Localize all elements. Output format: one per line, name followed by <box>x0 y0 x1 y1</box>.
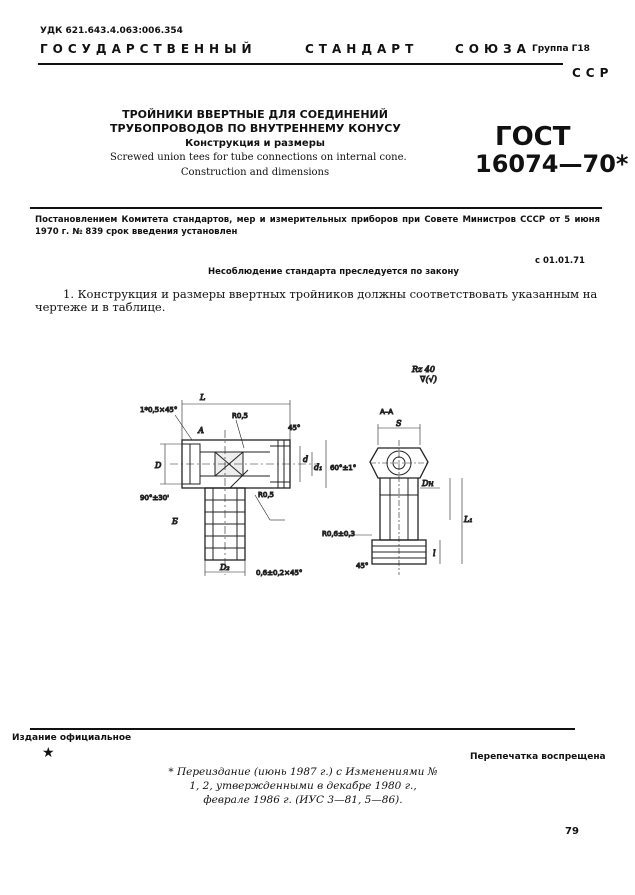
title-ru-line2: ТРУБОПРОВОДОВ ПО ВНУТРЕННЕМУ КОНУСУ <box>110 122 401 135</box>
reprint-notice: Перепечатка воспрещена <box>470 752 606 762</box>
edition-label: Издание официальное <box>12 733 132 743</box>
dim-d: d <box>303 455 309 464</box>
decree-date: с 01.01.71 <box>535 256 585 266</box>
radius-note-3: R0,6±0,3 <box>322 530 355 538</box>
title-ru-line1: ТРОЙНИКИ ВВЕРТНЫЕ ДЛЯ СОЕДИНЕНИЙ <box>122 108 388 121</box>
title-en-line2: Construction and dimensions <box>180 167 330 178</box>
section-label: А–А <box>380 408 394 416</box>
footer-rule <box>30 728 575 730</box>
radius-note-1: R0,5 <box>232 412 248 420</box>
header-word-state: ГОСУДАРСТВЕННЫЙ <box>40 42 257 56</box>
legal-warning: Несоблюдение стандарта преследуется по закону <box>208 267 459 277</box>
tee-main-view <box>160 400 326 576</box>
paragraph-1: 1. Конструкция и размеры ввертных тройников должны соответствовать указанным на чертеже и в таблице. <box>35 287 598 314</box>
header-word-ussr: ССР <box>572 66 614 80</box>
page-number: 79 <box>565 826 579 837</box>
dim-S: S <box>396 419 402 428</box>
dim-L: L <box>200 393 206 402</box>
thread-angle-note: 60°±1° <box>330 464 357 472</box>
header-word-union: СОЮЗА <box>455 42 531 56</box>
dim-L1: L₁ <box>464 515 473 524</box>
chamfer-note-2: 0,6±0,2×45° <box>256 569 303 577</box>
reissue-note: * Переиздание (июнь 1987 г.) с Изменениями № 1, 2, утвержденными в декабре 1980 г., феврале 1986 г. (ИУС 3—81, 5—86). <box>168 766 438 806</box>
dim-Dn: Dн <box>422 479 434 488</box>
decree-text: Постановлением Комитета стандартов, мер и измерительных приборов при Совете Министров СССР от 5 июня 1970 г. № 839 срок введения установлен <box>35 215 600 237</box>
dim-l: l <box>433 549 436 558</box>
section-mark-a: А <box>198 426 205 435</box>
title-subtitle: Конструкция и размеры <box>185 138 325 149</box>
dim-d1: d₁ <box>314 463 323 472</box>
angle-45-note: 45° <box>288 424 301 432</box>
gost-number: 16074—70* <box>475 150 629 178</box>
star-mark: ★ <box>42 745 55 761</box>
udk-code: УДК 621.643.4.063:006.354 <box>40 26 183 36</box>
roughness-symbol: ∇(√) <box>420 375 437 384</box>
title-en-line1: Screwed union tees for tube connections on internal cone. <box>110 152 407 163</box>
dim-D: D <box>155 461 162 470</box>
gost-label: ГОСТ <box>495 122 571 152</box>
group-code: Группа Г18 <box>532 44 590 54</box>
header-word-standard: СТАНДАРТ <box>305 42 419 56</box>
angle-45-note-2: 45° <box>356 562 369 570</box>
dim-D2: D₂ <box>220 563 230 572</box>
chamfer-note-1: 1*0,5×45° <box>140 406 178 414</box>
dim-B: Б <box>172 517 178 526</box>
radius-note-2: R0,5 <box>258 491 274 499</box>
angle-90-note: 90°±30' <box>140 494 170 502</box>
roughness-label: Rz 40 <box>412 365 435 374</box>
section-a-a-view <box>345 424 462 575</box>
